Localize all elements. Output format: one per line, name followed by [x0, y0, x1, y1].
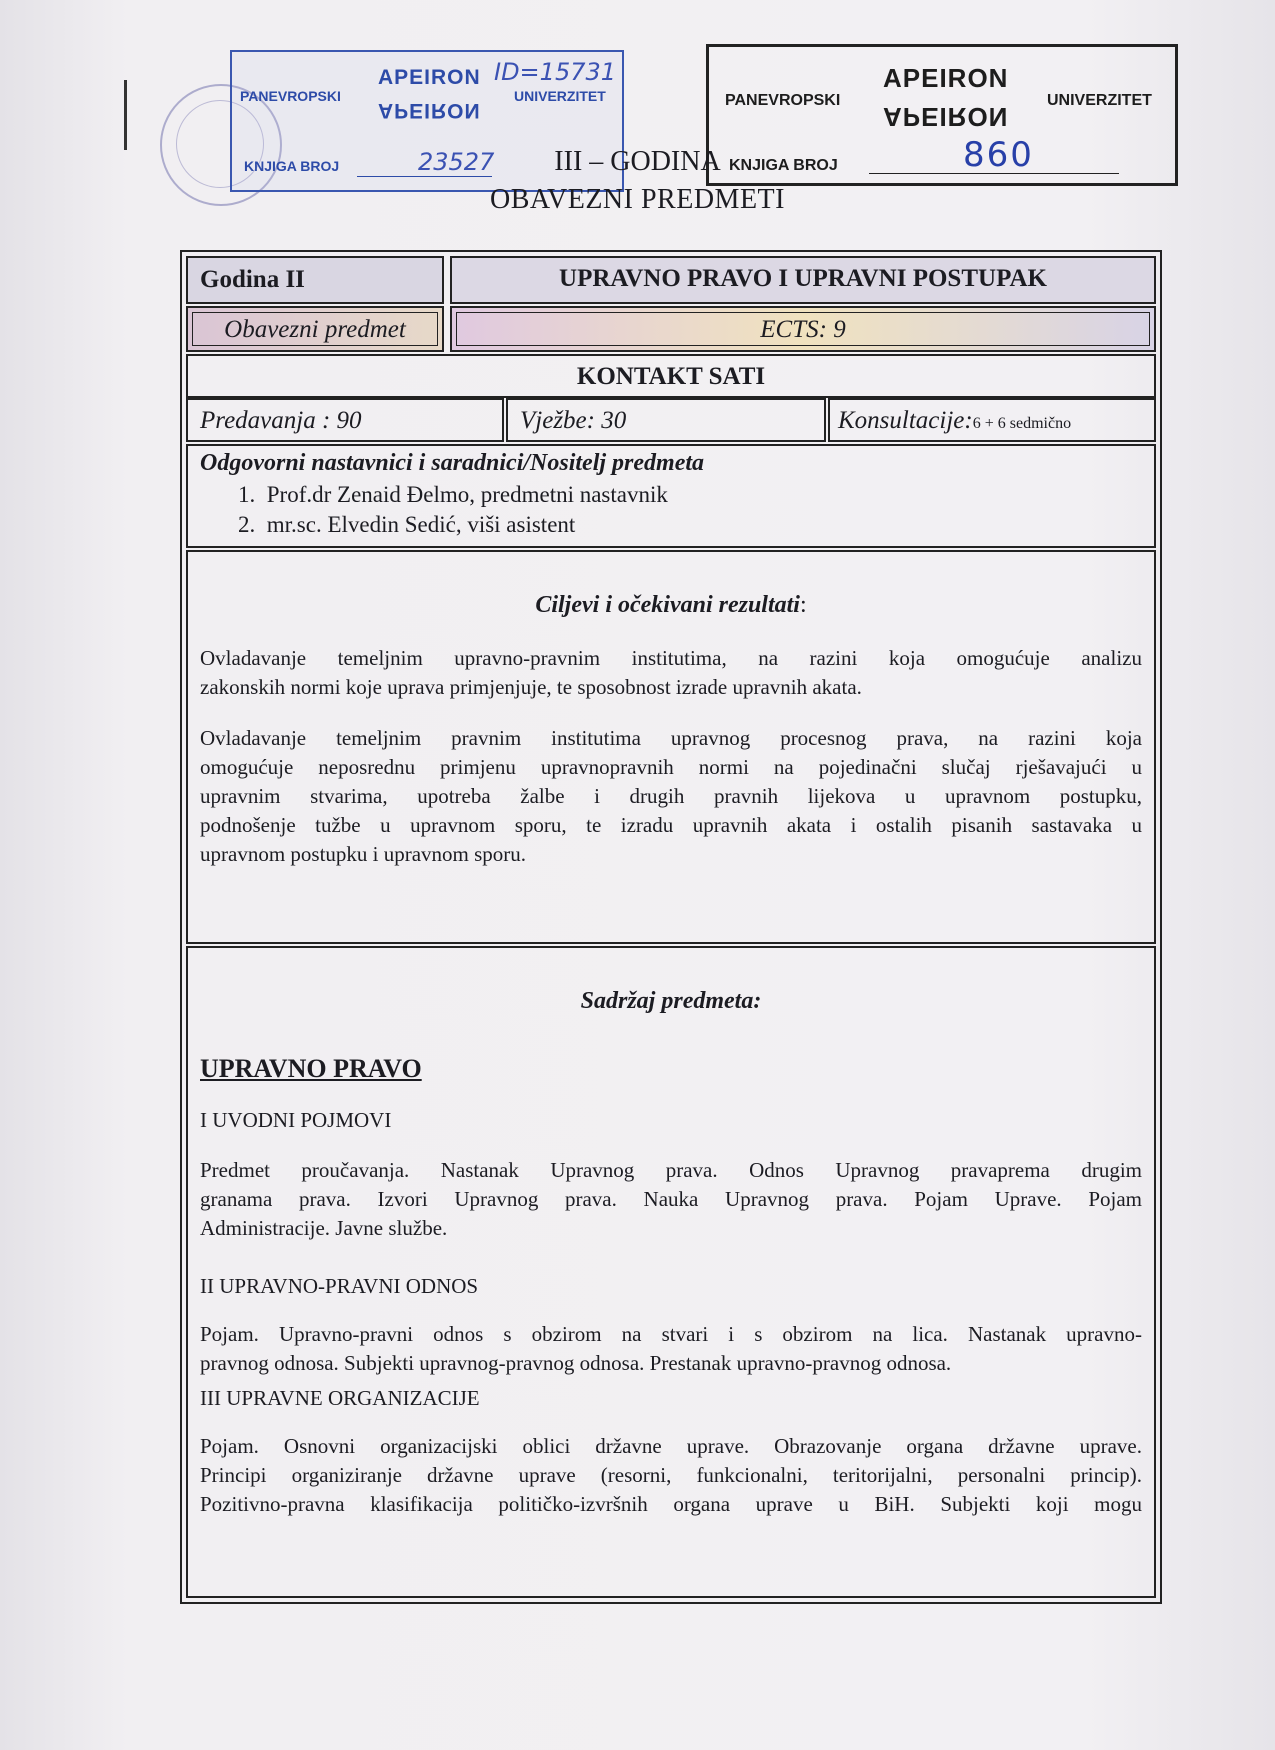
year-cell: [186, 256, 444, 304]
year-label: Godina II: [200, 266, 305, 293]
lectures-hours: Predavanja : 90: [200, 407, 362, 434]
chapter-3-line: Principi organiziranje državne uprave (resorni, funkcionalni, teritorijalni, personalni princip).: [200, 1463, 1142, 1487]
chapter-1-title: I UVODNI POJMOVI: [200, 1108, 392, 1132]
goals-p2-line: Ovladavanje temeljnim pravnim institutima upravnog procesnog prava, na razini koja: [200, 726, 1142, 750]
chapter-2-line: Pojam. Upravno-pravni odnos s obzirom na stvari i s obzirom na lica. Nastanak upravno-: [200, 1322, 1142, 1346]
consultations-label: Konsultacije:: [838, 407, 973, 434]
chapter-2-title: II UPRAVNO-PRAVNI ODNOS: [200, 1274, 479, 1298]
chapter-2-text: [200, 1320, 1142, 1378]
course-table: [180, 250, 1162, 1604]
consultations-text: [838, 407, 1071, 435]
goals-p2-line: upravnom postupku i upravnom sporu.: [200, 842, 527, 866]
chapter-3-line: Pojam. Osnovni organizacijski oblici državne uprave. Obrazovanje organa državne uprave.: [200, 1434, 1142, 1458]
goals-heading-colon: :: [799, 592, 807, 618]
exercises-hours: Vježbe: 30: [520, 407, 627, 434]
chapter-3-text: [200, 1432, 1142, 1519]
teacher-number: 2.: [238, 512, 256, 537]
stamp-right-book-label: KNJIGA BROJ: [729, 157, 838, 174]
consultations-value: 6 + 6 sedmično: [972, 415, 1072, 432]
lectures-cell: [186, 398, 504, 442]
stamp-left-logo-bottom: APEIRON: [378, 99, 481, 122]
chapter-1-line: Administracije. Javne službe.: [200, 1216, 448, 1240]
exercises-cell: [506, 398, 826, 442]
content-heading: Sadržaj predmeta:: [580, 988, 762, 1014]
chapter-1-line: granama prava. Izvori Upravnog prava. Nauka Upravnog prava. Pojam Uprave. Pojam: [200, 1187, 1142, 1211]
stamp-right-university-left: PANEVROPSKI: [725, 92, 841, 109]
teachers-cell: [186, 444, 1156, 548]
chapter-3-title: III UPRAVNE ORGANIZACIJE: [200, 1386, 480, 1410]
goals-p2-line: upravnim stvarima, upotreba žalbe i drugih pravnih lijekova u upravnom postupku,: [200, 784, 1142, 808]
contact-hours-heading: KONTAKT SATI: [576, 363, 766, 390]
stamp-left-logo-top: APEIRON: [378, 66, 481, 89]
page-heading-year: III – GODINA: [554, 146, 721, 177]
goals-paragraph-1: [200, 644, 1142, 702]
goals-p2-line: podnošenje tužbe u upravnom sporu, te izradu upravnih akata i ostalih pisanih sastavaka u: [200, 813, 1142, 837]
stamp-right-logo-top: APEIRON: [883, 63, 1009, 93]
stamp-left-book-label: KNJIGA BROJ: [244, 158, 340, 174]
stamp-left-book-number: 23527: [418, 148, 495, 176]
content-cell: [186, 946, 1156, 1598]
goals-p1-line: Ovladavanje temeljnim upravno-pravnim institutima, na razini koja omogućuje analizu: [200, 646, 1142, 670]
ects-cell: [450, 306, 1156, 352]
goals-p2-line: omogućuje neposrednu primjenu upravnopravnih normi na pojedinačni slučaj rješavajući u: [200, 755, 1142, 779]
ects-value: ECTS: 9: [760, 316, 846, 343]
chapter-1-text: [200, 1156, 1142, 1243]
course-title-cell: [450, 256, 1156, 304]
chapter-2-line: pravnog odnosa. Subjekti upravnog-pravnog odnosa. Prestanak upravno-pravnog odnosa.: [200, 1351, 952, 1375]
teacher-item-1: [238, 482, 668, 508]
goals-p1-line: zakonskih normi koje uprava primjenjuje, te sposobnost izrade upravnih akata.: [200, 675, 862, 699]
course-type: Obavezni predmet: [224, 316, 406, 343]
teachers-heading: Odgovorni nastavnici i saradnici/Nositelj predmeta: [200, 450, 705, 476]
teacher-number: 1.: [238, 482, 256, 507]
teacher-name: Prof.dr Zenaid Đelmo, predmetni nastavnik: [266, 482, 668, 507]
stamp-right-logo-bottom: APEIRON: [883, 102, 1009, 132]
chapter-3-line: Pozitivno-pravna klasifikacija političko-izvršnih organa uprave u BiH. Subjekti koji mogu: [200, 1492, 1142, 1516]
contact-hours-heading-cell: [186, 354, 1156, 398]
binder-mark: [124, 80, 127, 150]
stamp-left-id-number: ID=15731: [494, 58, 617, 86]
page-heading-subtitle: OBAVEZNI PREDMETI: [490, 184, 785, 215]
course-type-cell: [186, 306, 444, 352]
teacher-item-2: [238, 512, 575, 538]
goals-heading-row: [188, 592, 1154, 619]
goals-cell: [186, 550, 1156, 944]
course-title: UPRAVNO PRAVO I UPRAVNI POSTUPAK: [559, 265, 1047, 292]
stamp-right-book-number: 860: [963, 135, 1034, 175]
teacher-name: mr.sc. Elvedin Sedić, viši asistent: [266, 512, 576, 537]
goals-heading: Ciljevi i očekivani rezultati: [535, 592, 800, 618]
stamp-left-university-right: UNIVERZITET: [514, 88, 606, 104]
stamp-right-university-right: UNIVERZITET: [1047, 92, 1152, 109]
goals-paragraph-2: [200, 724, 1142, 869]
chapter-1-line: Predmet proučavanja. Nastanak Upravnog prava. Odnos Upravnog pravaprema drugim: [200, 1158, 1142, 1182]
content-section-title: UPRAVNO PRAVO: [200, 1054, 422, 1083]
consultations-cell: [828, 398, 1156, 442]
stamp-left-university-left: PANEVROPSKI: [240, 88, 341, 104]
